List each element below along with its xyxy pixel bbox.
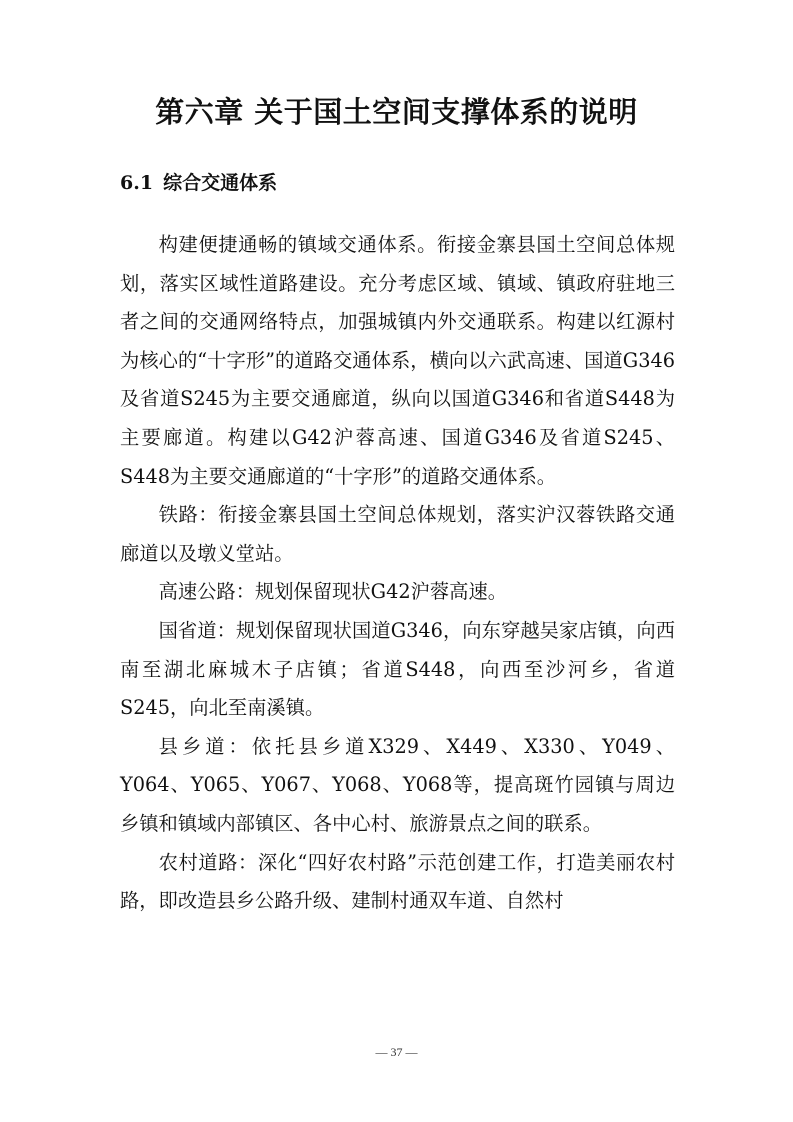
paragraph-railway: 铁路：衔接金寨县国土空间总体规划，落实沪汉蓉铁路交通廊道以及墩义堂站。 [120, 503, 675, 565]
paragraph-rural-roads: 农村道路：深化“四好农村路”示范创建工作，打造美丽农村路，即改造县乡公路升级、建制村通双车道、自然村 [120, 850, 675, 913]
body-text [120, 226, 675, 921]
paragraph-county-township-roads: 县乡道：依托县乡道X329、X449、X330、Y049、Y064、Y065、Y067、Y068、Y068等，提高斑竹园镇与周边乡镇和镇域内部镇区、各中心村、旅游景点之间的联系。 [120, 734, 675, 835]
paragraph-expressway: 高速公路：规划保留现状G42沪蓉高速。 [158, 580, 508, 604]
page-number: — 37 — [375, 1045, 418, 1059]
chapter-title: 第六章 关于国土空间支撑体系的说明 [155, 95, 638, 129]
section-number: 6.1 [120, 172, 154, 194]
section-title: 综合交通体系 [163, 172, 278, 194]
paragraph-national-provincial-roads: 国省道：规划保留现状国道G346，向东穿越吴家店镇，向西南至湖北麻城木子店镇；省道S448，向西至沙河乡，省道S245，向北至南溪镇。 [120, 618, 675, 720]
section-heading [120, 168, 277, 198]
paragraph-transport-system: 构建便捷通畅的镇域交通体系。衔接金寨县国土空间总体规划，落实区域性道路建设。充分考虑区域、镇域、镇政府驻地三者之间的交通网络特点，加强城镇内外交通联系。构建以红源村为核心的“十字形”的道路交通体系，横向以六武高速、国道G346及省道S245为主要交通廊道，纵向以国道G346和省道S448为主要廊道。构建以G42沪蓉高速、国道G346及省道S245、S448为主要交通廊道的“十字形”的道路交通体系。 [120, 233, 675, 488]
